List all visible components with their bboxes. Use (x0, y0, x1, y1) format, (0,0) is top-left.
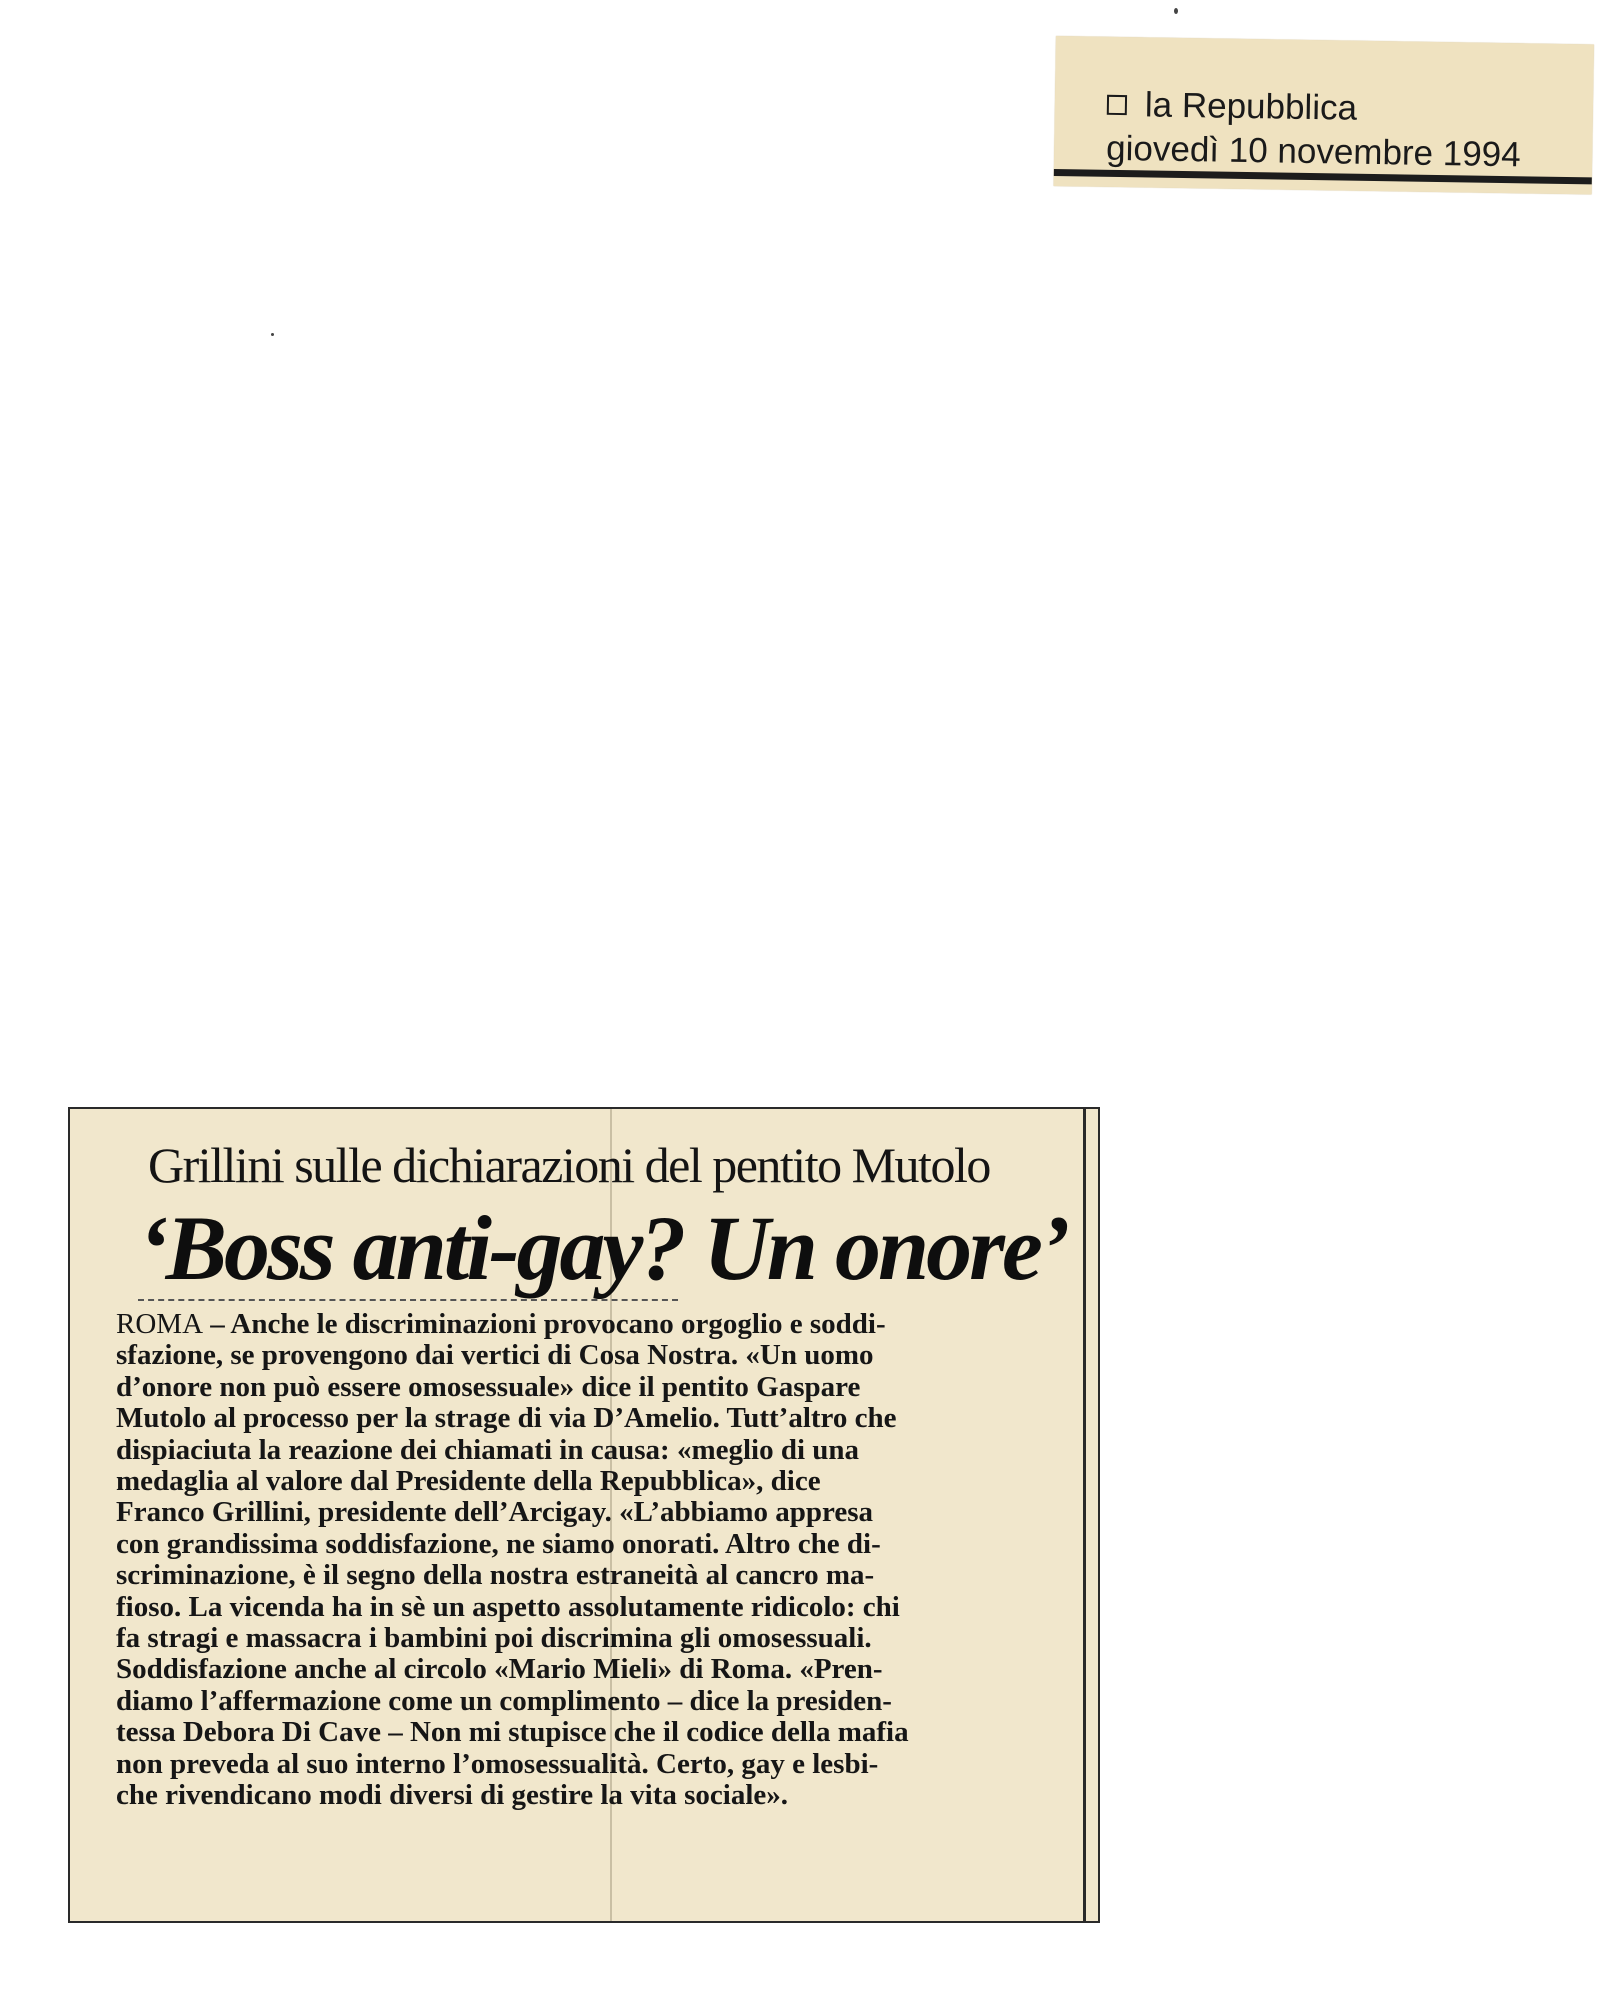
article-body-line: fioso. La vicenda ha in sè un aspetto assolutamente ridicolo: chi (116, 1590, 900, 1623)
clipping-right-rule (1083, 1109, 1086, 1921)
article-body-line: che rivendicano modi diversi di gestire la vita sociale». (116, 1779, 789, 1812)
article-body-line: sfazione, se provengono dai vertici di Cosa Nostra. «Un uomo (116, 1339, 874, 1372)
article-body-line: Mutolo al processo per la strage di via D’Amelio. Tutt’altro che (116, 1402, 897, 1435)
scan-speck (271, 333, 274, 336)
article-dateline: ROMA (116, 1308, 204, 1340)
article-body-line: – Anche le discriminazioni provocano orgoglio e soddi- (203, 1308, 886, 1340)
article-headline: ‘Boss anti-gay? Un onore’ (138, 1197, 1068, 1299)
article-body-line: scriminazione, è il segno della nostra estraneità al cancro ma- (116, 1559, 875, 1592)
headline-dashed-rule (138, 1299, 678, 1301)
article-body-line: non preveda al suo interno l’omosessualità. Certo, gay e lesbi- (116, 1747, 879, 1780)
article-body (116, 1309, 1066, 1812)
date-label-clipping (1054, 36, 1594, 194)
article-body-line: Soddisfazione anche al circolo «Mario Mieli» di Roma. «Pren- (116, 1653, 883, 1686)
article-body-line: con grandissima soddisfazione, ne siamo onorati. Altro che di- (116, 1527, 881, 1560)
scan-speck (1174, 8, 1178, 14)
date-label-content (1106, 85, 1522, 177)
article-body-line: Franco Grillini, presidente dell’Arcigay. «L’abbiamo appresa (116, 1496, 873, 1529)
article-body-line: d’onore non può essere omosessuale» dice il pentito Gaspare (116, 1370, 861, 1403)
publication-line (1107, 85, 1522, 132)
article-body-line: tessa Debora Di Cave – Non mi stupisce che il codice della mafia (116, 1716, 909, 1749)
article-body-line: diamo l’affermazione come un complimento – dice la presiden- (116, 1684, 892, 1717)
publication-name: la Repubblica (1144, 85, 1358, 128)
article-clipping (68, 1107, 1100, 1923)
article-content (116, 1109, 1076, 1812)
article-body-line: medaglia al valore dal Presidente della Repubblica», dice (116, 1465, 821, 1498)
article-body-line: dispiaciuta la reazione dei chiamati in causa: «meglio di una (116, 1433, 860, 1466)
article-kicker: Grillini sulle dichiarazioni del pentito Mutolo (148, 1137, 990, 1193)
checkbox-square-icon (1107, 95, 1127, 115)
article-body-line: fa stragi e massacra i bambini poi discrimina gli omosessuali. (116, 1622, 872, 1655)
publication-date: giovedì 10 novembre 1994 (1105, 128, 1521, 175)
